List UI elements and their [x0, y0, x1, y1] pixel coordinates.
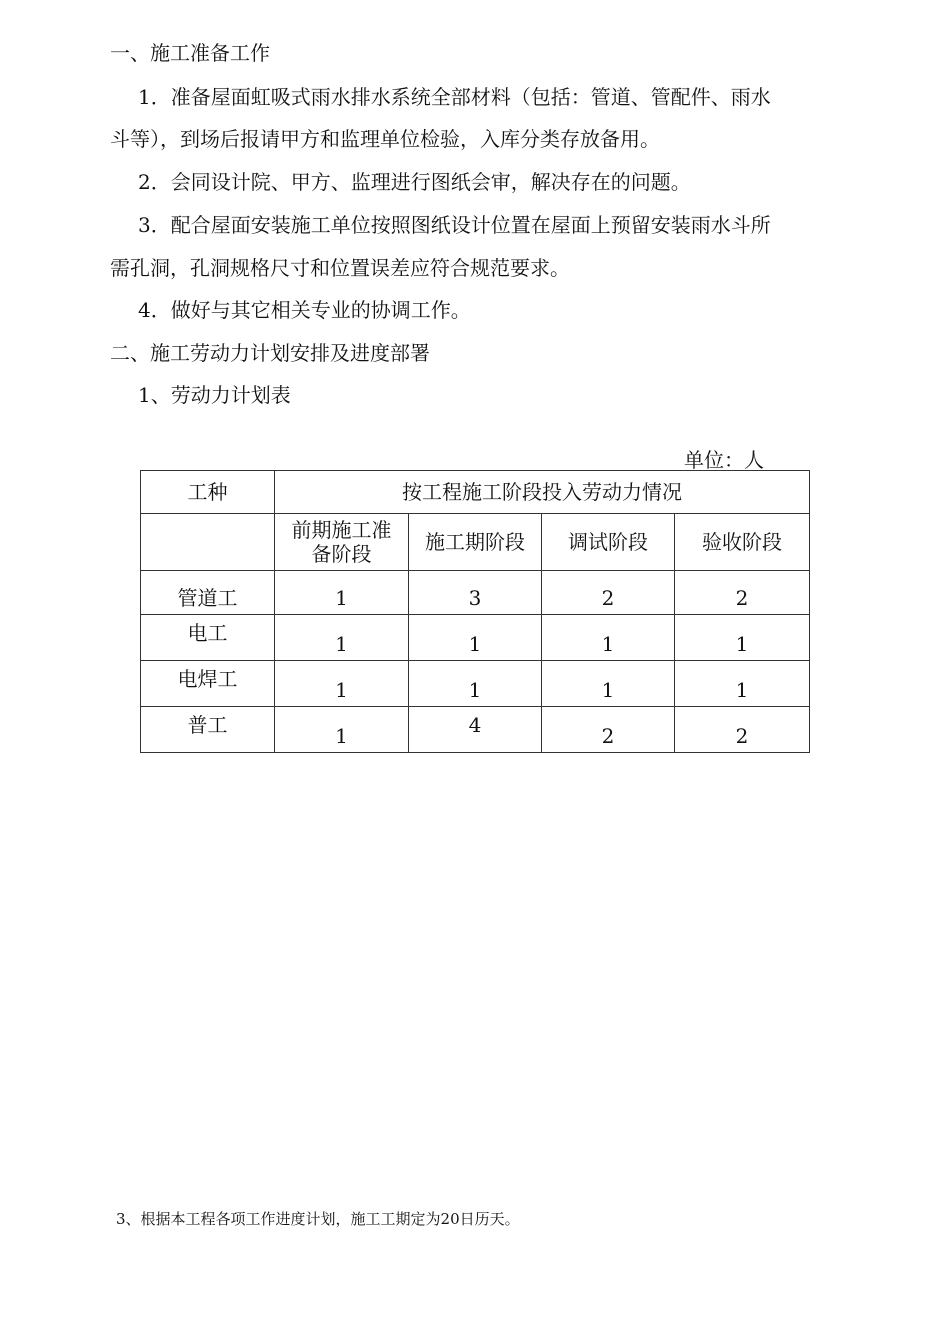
- table-cell: 1: [409, 615, 542, 661]
- table-cell: 1: [275, 615, 409, 661]
- stage-header: 调试阶段: [542, 514, 675, 571]
- table-cell: 1: [542, 661, 675, 707]
- table-cell: 2: [675, 571, 810, 615]
- table-row: [141, 615, 810, 661]
- table-row: [141, 661, 810, 707]
- unit-label: 单位：人: [684, 448, 764, 472]
- trade-name: 普工: [141, 707, 275, 753]
- table-cell: 1: [675, 615, 810, 661]
- labor-plan-table: [140, 470, 810, 753]
- item-1-line-1: 1．准备屋面虹吸式雨水排水系统全部材料（包括：管道、管配件、雨水: [138, 85, 771, 109]
- empty-cell: [141, 514, 275, 571]
- table-cell: 1: [409, 661, 542, 707]
- item-1-line-2: 斗等），到场后报请甲方和监理单位检验，入库分类存放备用。: [110, 127, 660, 151]
- table-header-row: [141, 471, 810, 514]
- stage-header: 前期施工准备阶段: [275, 514, 409, 571]
- table-cell: 1: [275, 707, 409, 753]
- table-cell: 1: [675, 661, 810, 707]
- group-header: 按工程施工阶段投入劳动力情况: [275, 471, 810, 514]
- item-3-line-1: 3．配合屋面安装施工单位按照图纸设计位置在屋面上预留安装雨水斗所: [138, 213, 771, 237]
- trade-name: 管道工: [141, 571, 275, 615]
- labor-table-title: 1、劳动力计划表: [138, 383, 291, 407]
- table-cell: 1: [275, 661, 409, 707]
- table-cell: 1: [542, 615, 675, 661]
- table-cell: 4: [409, 707, 542, 753]
- table-cell: 3: [409, 571, 542, 615]
- footer-note: 3、根据本工程各项工作进度计划，施工工期定为20日历天。: [116, 1210, 520, 1228]
- item-2: 2．会同设计院、甲方、监理进行图纸会审，解决存在的问题。: [138, 170, 691, 194]
- section1-heading: 一、施工准备工作: [110, 41, 270, 65]
- stage-header: 施工期阶段: [409, 514, 542, 571]
- trade-name: 电焊工: [141, 661, 275, 707]
- section2-heading: 二、施工劳动力计划安排及进度部署: [110, 341, 430, 365]
- item-4: 4．做好与其它相关专业的协调工作。: [138, 298, 471, 322]
- table-cell: 2: [675, 707, 810, 753]
- table-cell: 2: [542, 571, 675, 615]
- table-subheader-row: [141, 514, 810, 571]
- table-row: [141, 571, 810, 615]
- stage-header: 验收阶段: [675, 514, 810, 571]
- col-header-trade: 工种: [141, 471, 275, 514]
- table-cell: 1: [275, 571, 409, 615]
- trade-name: 电工: [141, 615, 275, 661]
- item-3-line-2: 需孔洞，孔洞规格尺寸和位置误差应符合规范要求。: [110, 256, 570, 280]
- table-row: [141, 707, 810, 753]
- table-cell: 2: [542, 707, 675, 753]
